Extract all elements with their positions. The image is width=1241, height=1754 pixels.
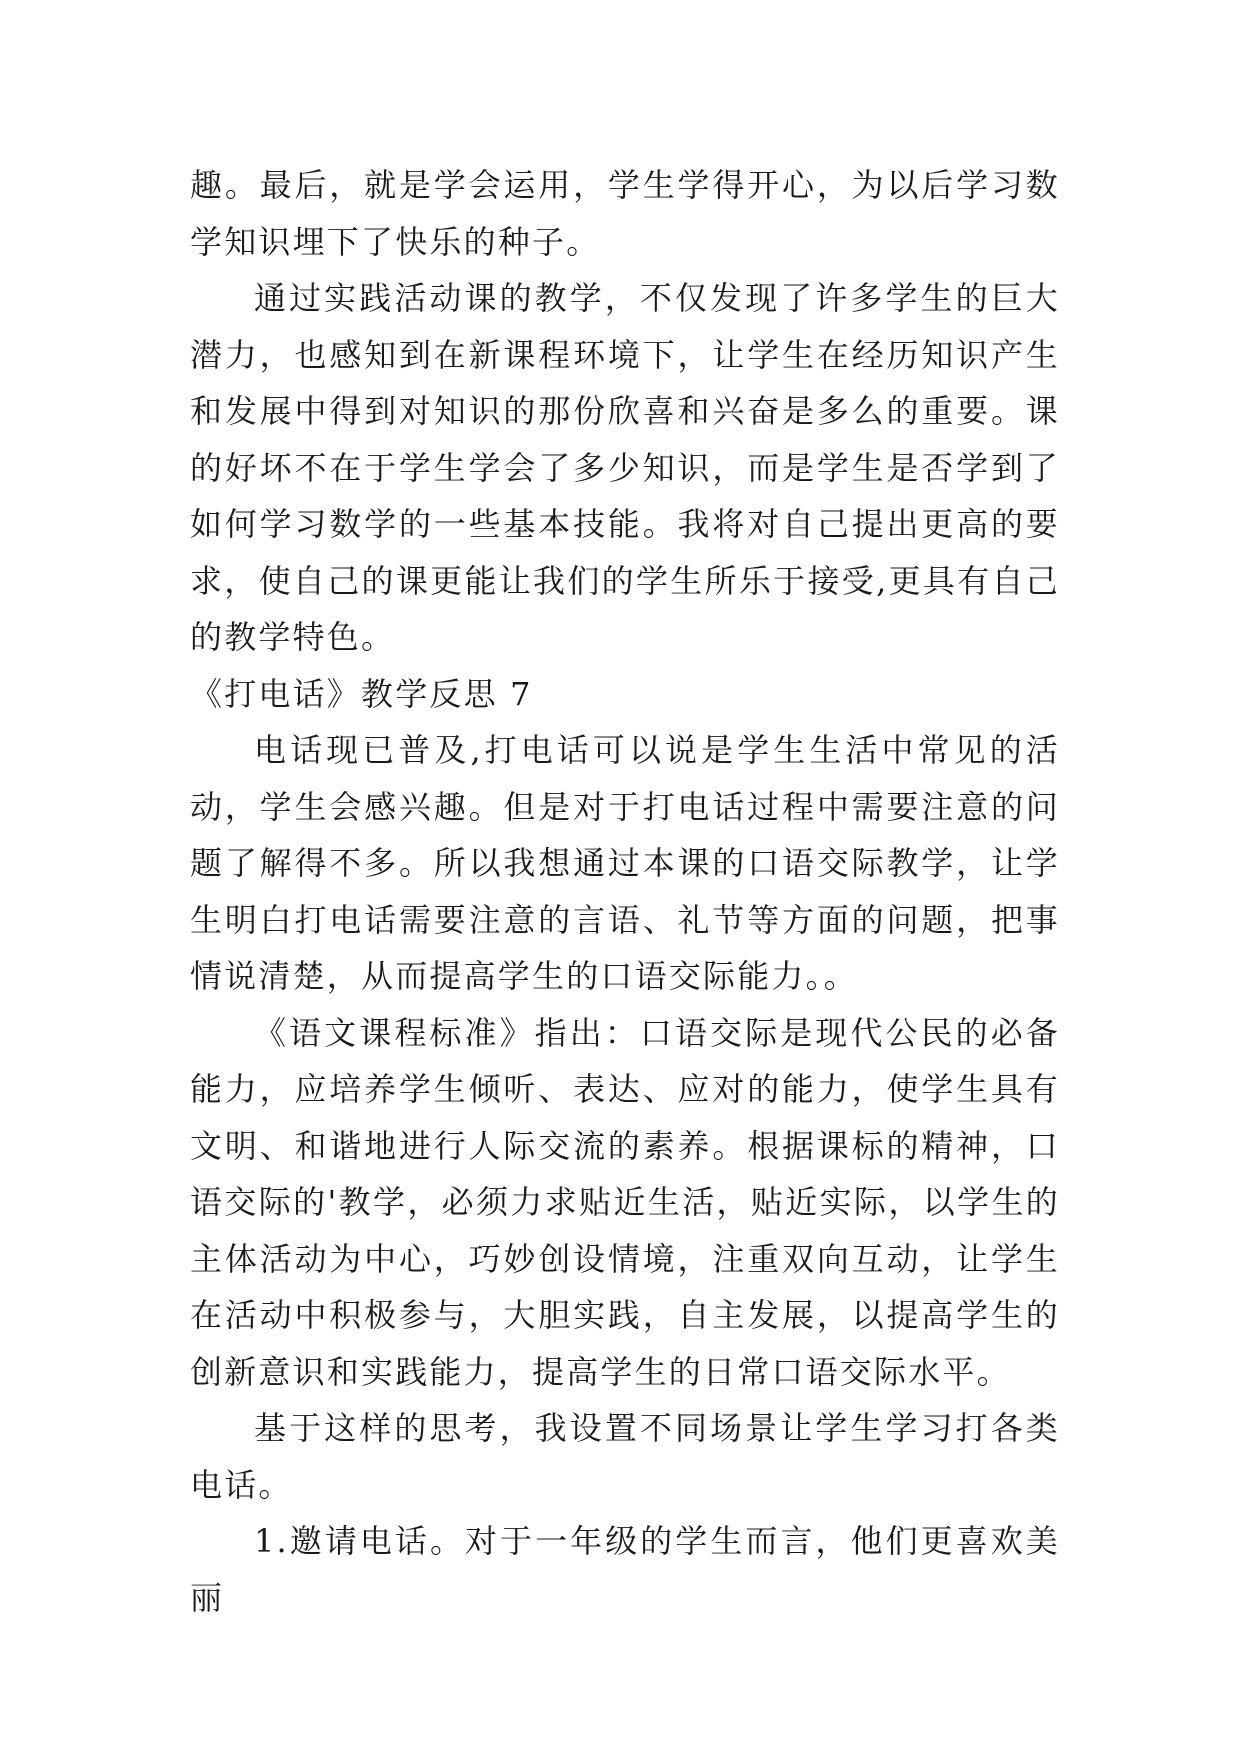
paragraph-2: 通过实践活动课的教学，不仅发现了许多学生的巨大潜力，也感知到在新课程环境下，让学生在经历知识产生和发展中得到对知识的那份欣喜和兴奋是多么的重要。课的好坏不在于学生学会了多少知识，而是学生是否学到了如何学习数学的一些基本技能。我将对自己提出更高的要求，使自己的课更能让我们的学生所乐于接受,更具有自己的教学特色。	[190, 279, 1060, 656]
document-body	[190, 157, 1060, 1626]
paragraph-3: 电话现已普及,打电话可以说是学生生活中常见的活动，学生会感兴趣。但是对于打电话过程中需要注意的问题了解得不多。所以我想通过本课的口语交际教学，让学生明白打电话需要注意的言语、礼节等方面的问题，把事情说清楚，从而提高学生的口语交际能力。。	[190, 731, 1060, 995]
paragraph-5: 基于这样的思考，我设置不同场景让学生学习打各类电话。	[190, 1409, 1060, 1504]
paragraph-4: 《语文课程标准》指出：口语交际是现代公民的必备能力，应培养学生倾听、表达、应对的能力，使学生具有文明、和谐地进行人际交流的素养。根据课标的精神，口语交际的'教学，必须力求贴近生活，贴近实际，以学生的主体活动为中心，巧妙创设情境，注重双向互动，让学生在活动中积极参与，大胆实践，自主发展，以提高学生的创新意识和实践能力，提高学生的日常口语交际水平。	[190, 1013, 1060, 1391]
section-heading: 《打电话》教学反思 7	[190, 674, 533, 713]
paragraph-1: 趣。最后，就是学会运用，学生学得开心，为以后学习数学知识埋下了快乐的种子。	[190, 166, 1060, 261]
paragraph-6: 1.邀请电话。对于一年级的学生而言，他们更喜欢美丽	[190, 1522, 1060, 1617]
